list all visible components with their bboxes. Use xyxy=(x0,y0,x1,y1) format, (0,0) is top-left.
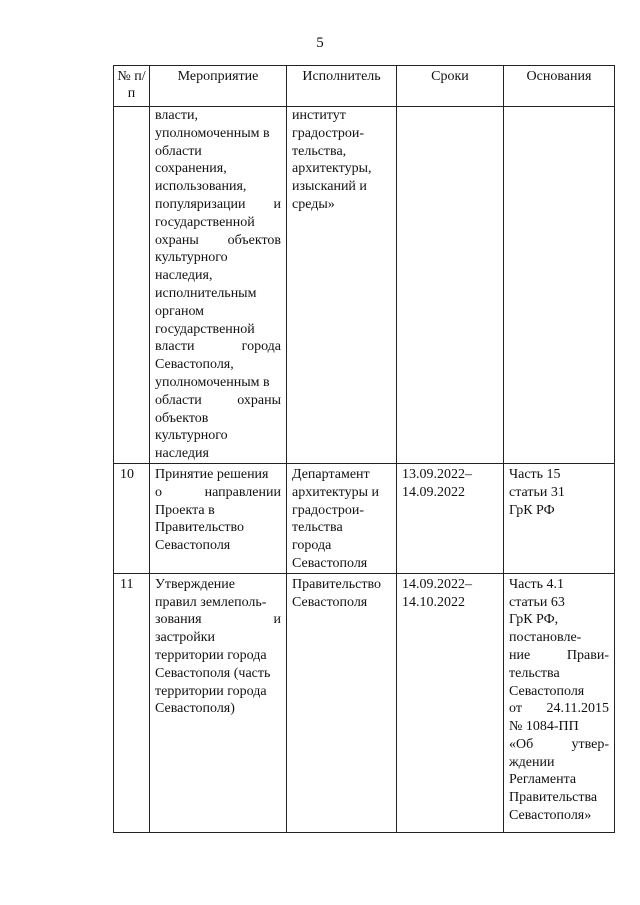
cell-basis xyxy=(504,573,615,832)
event-line: власти города xyxy=(155,339,281,355)
basis-line: Часть 4.1 xyxy=(509,576,565,592)
basis-line: ГрК РФ, xyxy=(509,612,559,628)
cell-event xyxy=(150,107,287,464)
event-line: использования, xyxy=(155,179,247,195)
executor-line: среды» xyxy=(292,196,335,212)
event-line: Севастополя, xyxy=(155,357,234,373)
event-line: Принятие решения xyxy=(155,466,269,482)
basis-line: Правительства xyxy=(509,790,598,806)
event-line: объектов xyxy=(155,410,209,426)
event-line: наследия, xyxy=(155,268,213,284)
event-line: Правительство xyxy=(155,520,244,536)
basis-line: «Об утвер- xyxy=(509,736,609,752)
executor-line: градострои- xyxy=(292,502,365,518)
cell-num xyxy=(114,107,150,464)
executor-line: Правительство xyxy=(292,576,381,592)
header-basis: Основания xyxy=(504,66,615,107)
event-line: охраны объектов xyxy=(155,232,281,248)
table-row xyxy=(114,573,615,832)
cell-basis xyxy=(504,463,615,573)
page-number: 5 xyxy=(316,35,324,51)
basis-line: Регламента xyxy=(509,772,577,788)
executor-line: архитектуры и xyxy=(292,484,379,500)
event-line: о направлении xyxy=(155,484,281,500)
basis-line: ждении xyxy=(509,754,555,770)
event-line: уполномоченным в xyxy=(155,374,270,390)
header-executor: Исполнитель xyxy=(287,66,397,107)
event-line: государственной xyxy=(155,321,255,337)
executor-line: тельства xyxy=(292,520,343,536)
event-line: культурного xyxy=(155,250,228,266)
basis-line: постановле- xyxy=(509,630,582,646)
executor-line: тельства, xyxy=(292,143,347,159)
basis-line: Часть 15 xyxy=(509,466,561,482)
basis-line: от 24.11.2015 xyxy=(509,701,609,717)
table-header-row xyxy=(114,66,615,107)
event-line: территории города xyxy=(155,683,267,699)
executor-line: изысканий и xyxy=(292,179,367,195)
event-line: Севастополя) xyxy=(155,701,235,717)
cell-num: 11 xyxy=(114,573,150,832)
event-line: Севастополя xyxy=(155,538,231,554)
event-line: уполномоченным в xyxy=(155,125,270,141)
basis-line: № 1084-ПП xyxy=(509,719,579,735)
event-line: популяризации и xyxy=(155,196,281,212)
cell-dates xyxy=(397,463,504,573)
event-line: культурного xyxy=(155,428,228,444)
executor-line: архитектуры, xyxy=(292,161,372,177)
event-line: застройки xyxy=(155,630,216,646)
cell-event xyxy=(150,463,287,573)
event-line: исполнительным xyxy=(155,285,257,301)
event-line: области xyxy=(155,143,202,159)
basis-line: Севастополя» xyxy=(509,808,592,824)
dates-line: 14.09.2022 xyxy=(402,484,465,500)
cell-dates xyxy=(397,107,504,464)
event-line: правил землеполь- xyxy=(155,594,267,610)
table-row xyxy=(114,463,615,573)
event-line: области охраны xyxy=(155,392,281,408)
cell-executor xyxy=(287,107,397,464)
event-line: органом xyxy=(155,303,205,319)
event-line: государственной xyxy=(155,214,255,230)
table-row xyxy=(114,107,615,464)
basis-line: ние Прави- xyxy=(509,647,609,663)
executor-line: градострои- xyxy=(292,125,365,141)
basis-line: тельства xyxy=(509,665,560,681)
header-num: № п/п xyxy=(114,66,150,107)
event-line: наследия xyxy=(155,446,209,462)
dates-line: 14.09.2022– xyxy=(402,576,472,592)
basis-line: Севастополя xyxy=(509,683,585,699)
plan-table xyxy=(113,65,615,833)
cell-event xyxy=(150,573,287,832)
event-line: Проекта в xyxy=(155,502,215,518)
basis-line: ГрК РФ xyxy=(509,502,555,518)
executor-line: Севастополя xyxy=(292,555,368,571)
event-line: власти, xyxy=(155,108,198,123)
basis-line: статьи 31 xyxy=(509,484,565,500)
event-line: зования и xyxy=(155,612,281,628)
cell-executor xyxy=(287,573,397,832)
dates-line: 13.09.2022– xyxy=(402,466,472,482)
event-line: сохранения, xyxy=(155,161,227,177)
event-line: Утверждение xyxy=(155,576,235,592)
cell-basis xyxy=(504,107,615,464)
event-line: Севастополя (часть xyxy=(155,665,271,681)
header-event: Мероприятие xyxy=(150,66,287,107)
dates-line: 14.10.2022 xyxy=(402,594,465,610)
executor-line: Севастополя xyxy=(292,594,368,610)
executor-line: Департамент xyxy=(292,466,370,482)
header-dates: Сроки xyxy=(397,66,504,107)
cell-executor xyxy=(287,463,397,573)
event-line: территории города xyxy=(155,647,267,663)
executor-line: институт xyxy=(292,108,346,123)
cell-num: 10 xyxy=(114,463,150,573)
basis-line: статьи 63 xyxy=(509,594,565,610)
executor-line: города xyxy=(292,538,332,554)
cell-dates xyxy=(397,573,504,832)
